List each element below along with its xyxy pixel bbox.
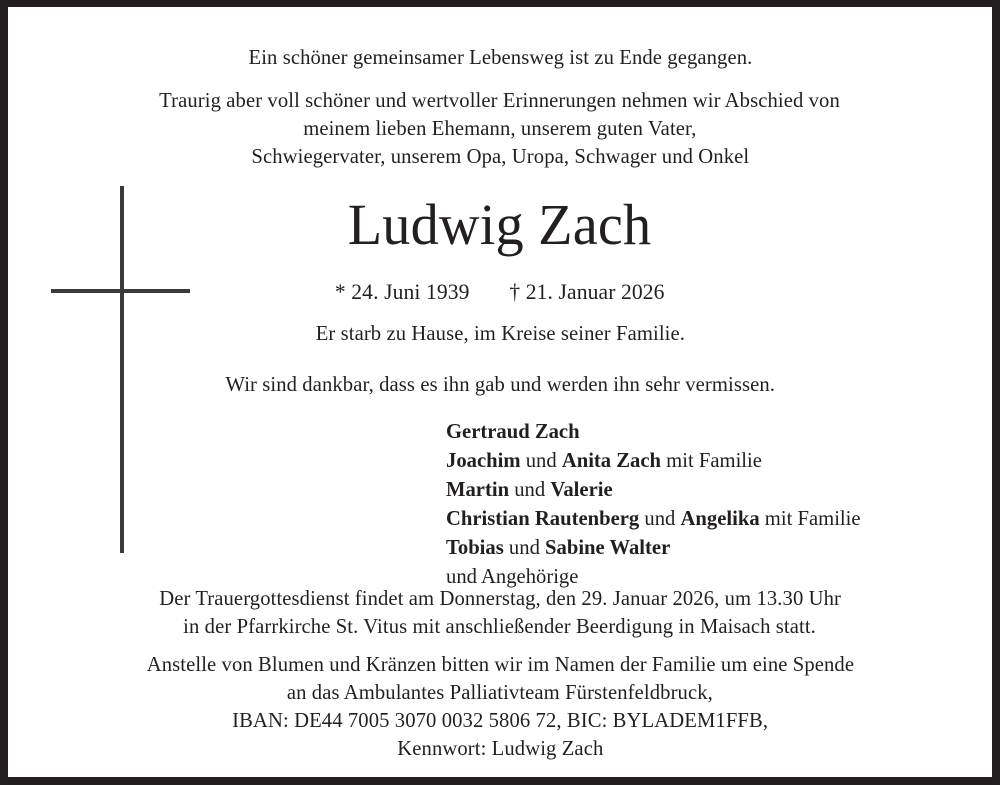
family-connector: und bbox=[520, 447, 562, 472]
family-entry-text bbox=[446, 533, 670, 562]
family-connector: und bbox=[503, 534, 546, 559]
service-line-1: Der Trauergottesdienst findet am Donnerstag, den 29. Januar 2026, um 13.30 Uhr bbox=[159, 586, 841, 610]
death-note bbox=[8, 320, 992, 348]
service-line-2: in der Pfarrkirche St. Vitus mit anschließender Beerdigung in Maisach statt. bbox=[183, 613, 817, 638]
gratitude-note bbox=[8, 371, 992, 399]
family-entry bbox=[446, 475, 878, 504]
family-connector: und bbox=[639, 505, 681, 530]
family-name: Anita Zach bbox=[561, 447, 662, 472]
farewell-line-1: Traurig aber voll schöner und wertvoller Erinnerungen nehmen wir Abschied von bbox=[159, 88, 841, 112]
family-name: Tobias bbox=[446, 534, 504, 559]
family-entry bbox=[446, 446, 878, 475]
family-entry bbox=[446, 417, 878, 446]
family-name: Gertraud Zach bbox=[446, 419, 580, 443]
family-connector: und Angehörige bbox=[446, 563, 579, 588]
family-name: Martin bbox=[446, 476, 510, 501]
family-name: Joachim bbox=[446, 447, 521, 472]
family-name: Christian Rautenberg bbox=[446, 505, 640, 530]
family-entry-text bbox=[446, 417, 580, 446]
family-entry-text bbox=[446, 504, 861, 533]
death-date: 21. Januar 2026 bbox=[526, 279, 665, 304]
donation-bank-details: IBAN: DE44 7005 3070 0032 5806 72, BIC: BYLADEM1FFB, bbox=[232, 707, 768, 732]
family-connector: mit Familie bbox=[759, 505, 861, 530]
funeral-service-info bbox=[8, 585, 992, 641]
intro-text bbox=[8, 44, 992, 72]
donation-line-2: an das Ambulantes Palliativteam Fürstenfeldbruck, bbox=[286, 679, 713, 704]
family-entry-text bbox=[446, 475, 613, 504]
obituary-paper bbox=[8, 7, 992, 777]
birth-date: 24. Juni 1939 bbox=[351, 279, 470, 304]
death-note-text: Er starb zu Hause, im Kreise seiner Familie. bbox=[315, 321, 685, 345]
death-symbol: † bbox=[509, 279, 521, 304]
family-name: Valerie bbox=[550, 476, 613, 501]
family-entry bbox=[446, 504, 878, 533]
farewell-line-2: meinem lieben Ehemann, unserem guten Vater, bbox=[303, 115, 697, 140]
farewell-text bbox=[8, 87, 992, 171]
birth-symbol: * bbox=[335, 279, 347, 304]
deceased-name-text: Ludwig Zach bbox=[348, 192, 652, 257]
family-entry-text bbox=[446, 446, 762, 475]
family-entry bbox=[446, 533, 878, 562]
family-list bbox=[446, 417, 878, 590]
family-connector: mit Familie bbox=[661, 447, 762, 472]
family-name: Sabine Walter bbox=[545, 534, 671, 559]
family-connector: und bbox=[509, 476, 551, 501]
intro-line: Ein schöner gemeinsamer Lebensweg ist zu Ende gegangen. bbox=[248, 45, 752, 69]
gratitude-text: Wir sind dankbar, dass es ihn gab und werden ihn sehr vermissen. bbox=[225, 372, 775, 396]
donation-reference: Kennwort: Ludwig Zach bbox=[396, 735, 604, 760]
farewell-line-3: Schwiegervater, unserem Opa, Uropa, Schwager und Onkel bbox=[251, 143, 749, 168]
life-dates bbox=[8, 277, 992, 306]
donation-info bbox=[8, 651, 992, 763]
family-name: Angelika bbox=[680, 505, 760, 530]
donation-line-1: Anstelle von Blumen und Kränzen bitten wir im Namen der Familie um eine Spende bbox=[146, 652, 854, 676]
deceased-name bbox=[8, 192, 992, 257]
